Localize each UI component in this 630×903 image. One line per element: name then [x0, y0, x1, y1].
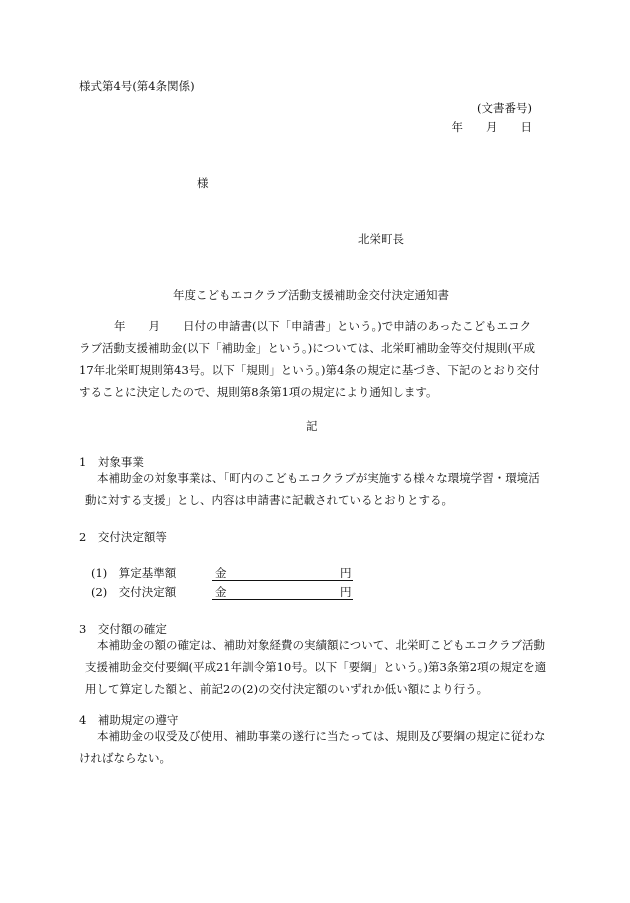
section3-line: 用して算定した額と、前記2の(2)の交付決定額のいずれか低い額により行う。	[85, 682, 489, 696]
intro-paragraph	[79, 315, 539, 403]
section3-body	[85, 634, 546, 700]
section1-heading: 1 対象事業	[79, 455, 144, 469]
intro-line: することに決定したので、規則第8条第1項の規定により通知します。	[79, 385, 438, 399]
document-number: (文書番号)	[477, 101, 532, 115]
section3-line: 本補助金の額の確定は、補助対象経費の実績額について、北栄町こどもエコクラブ活動	[97, 638, 546, 652]
amount-row-suffix: 円	[340, 585, 352, 599]
section4-line: 本補助金の収受及び使用、補助事業の遂行に当たっては、規則及び要綱の規定に従わな	[97, 729, 546, 743]
amount-row-suffix: 円	[340, 566, 352, 580]
section1-line: 動に対する支援」とし、内容は申請書に記載されているとおりとする。	[85, 493, 453, 507]
addressee-honorific: 様	[197, 176, 209, 190]
section4-heading: 4 補助規定の遵守	[79, 713, 179, 727]
section1-line: 本補助金の対象事業は、「町内のこどもエコクラブが実施する様々な環境学習・環境活	[97, 471, 540, 485]
intro-line: 年 月 日付の申請書(以下「申請書」という。)で申請のあったこどもエコク	[114, 319, 532, 333]
document-title: 年度こどもエコクラブ活動支援補助金交付決定通知書	[173, 288, 449, 302]
section3-line: 支援補助金交付要綱(平成21年訓令第10号。以下「要綱」という。)第3条第2項の規定を適	[85, 660, 547, 674]
section2-heading: 2 交付決定額等	[79, 530, 167, 544]
intro-line: ラブ活動支援補助金(以下「補助金」という。)については、北栄町補助金等交付規則(平成	[79, 341, 535, 355]
amount-underline	[212, 599, 353, 600]
form-label: 様式第4号(第4条関係)	[79, 79, 195, 93]
section4-line: ければならない。	[79, 751, 171, 765]
amount-row-prefix: 金	[215, 585, 227, 599]
amount-row-label: (2) 交付決定額	[91, 585, 177, 599]
intro-line: 17年北栄町規則第43号。以下「規則」という。)第4条の規定に基づき、下記のとおり交付	[79, 363, 540, 377]
amount-underline	[212, 580, 353, 581]
issue-date: 年 月 日	[451, 120, 532, 134]
amount-row-prefix: 金	[215, 566, 227, 580]
section1-body	[85, 467, 540, 511]
amount-row-label: (1) 算定基準額	[91, 566, 177, 580]
issuer-name: 北栄町長	[358, 232, 404, 246]
ki-heading: 記	[306, 419, 318, 433]
section3-heading: 3 交付額の確定	[79, 622, 167, 636]
section4-body	[79, 725, 546, 769]
